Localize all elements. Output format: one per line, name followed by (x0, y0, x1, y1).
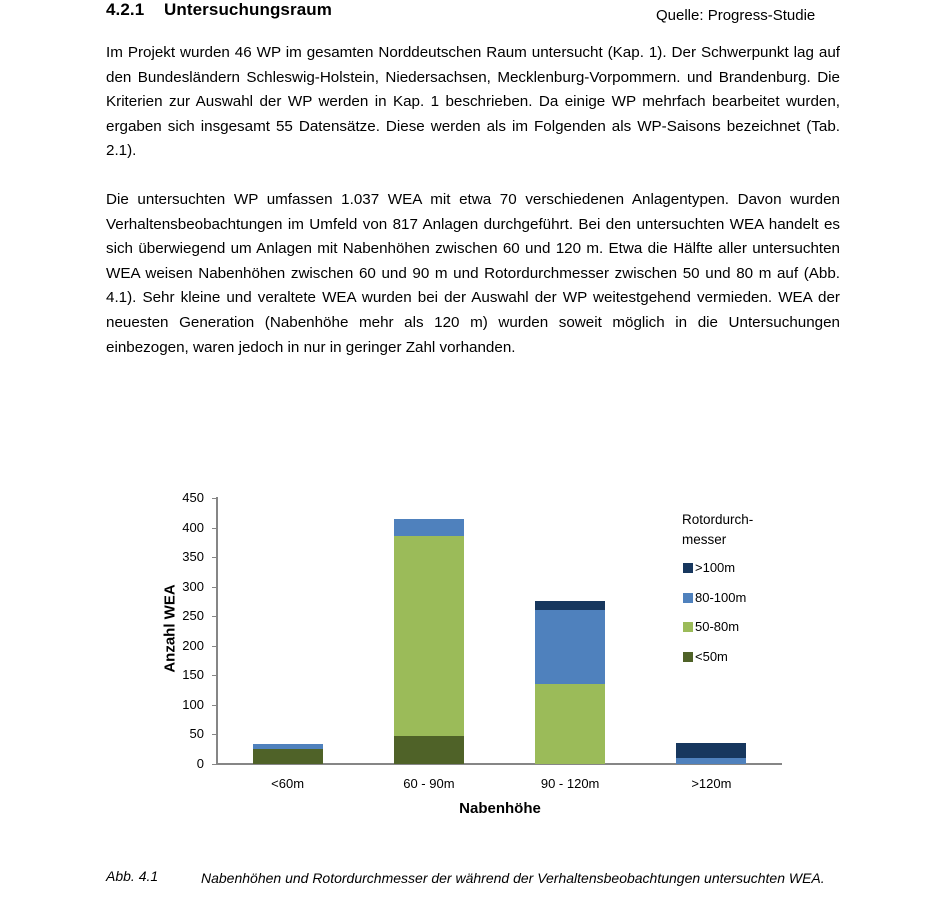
y-tick-mark (212, 734, 217, 735)
bar-segment (676, 758, 746, 764)
legend-label: 80-100m (695, 589, 747, 605)
y-tick-label: 100 (182, 696, 204, 712)
bar-segment (394, 736, 464, 764)
bar-segment (394, 519, 464, 537)
y-tick-label: 200 (182, 637, 204, 653)
y-tick-mark (212, 675, 217, 676)
legend-swatch-icon (683, 652, 693, 662)
figure-number: Abb. 4.1 (106, 868, 159, 884)
x-tick-label: 60 - 90m (403, 776, 455, 791)
section-title: Untersuchungsraum (164, 0, 332, 19)
bar-segment (394, 536, 464, 736)
x-axis-label: Nabenhöhe (459, 800, 541, 817)
y-tick-label: 300 (182, 578, 204, 594)
y-tick-label: 400 (182, 519, 204, 535)
paragraph-text: Die untersuchten WP umfassen 1.037 WEA mit etwa 70 verschiedenen Anlagentypen. Davon wurden Verhaltensbeobachtungen im Umfeld von 817 Anlagen durchgeführt. Bei den untersuchten WEA handelt es sich überwiegend um Anlagen mit Nabenhöhen zwischen 60 und 120 m. Etwa die Hälfte aller untersuchten WEA weisen Nabenhöhen zwischen 60 und 90 m und Rotordurchmesser zwischen 50 und 80 m auf (Abb. 4.1). Sehr kleine und veraltete WEA wurden bei der Auswahl der WP weitestgehend vermieden. WEA der neuesten Generation (Nabenhöhe mehr als 120 m) wurden soweit möglich in die Untersuchungen einbezogen, waren jedoch in nur in geringer Zahl vorhanden. (106, 191, 840, 356)
y-tick-mark (212, 557, 217, 558)
y-tick-mark (212, 498, 217, 499)
legend-item (683, 619, 739, 635)
y-tick-label: 350 (182, 549, 204, 565)
legend-label: >100m (695, 560, 736, 575)
paragraph-text: Im Projekt wurden 46 WP im gesamten Norddeutschen Raum untersucht (Kap. 1). Der Schwerpunkt lag auf den Bundesländern Schleswig-Holstein, Niedersachsen, Mecklenburg-Vorpommern. und Brandenburg. Die Kriterien zur Auswahl der WP werden in Kap. 1 beschrieben. Da einige WP mehrfach bearbeitet wurden, ergaben sich insgesamt 55 Datensätze. Diese werden als im Folgenden als WP-Saisons bezeichnet (Tab. 2.1). (106, 44, 840, 160)
legend-swatch-icon (683, 563, 693, 573)
legend-label: <50m (695, 648, 728, 664)
y-axis-label: Anzahl WEA (161, 584, 179, 673)
y-tick-label: 50 (189, 726, 204, 742)
legend-title-line: Rotordurch- (682, 512, 754, 527)
y-tick-label: 450 (182, 490, 204, 505)
paragraph-1 (106, 41, 840, 164)
section-number: 4.2.1 (106, 0, 145, 19)
y-tick-mark (212, 528, 217, 529)
y-tick-mark (212, 705, 217, 706)
y-tick-label: 250 (182, 608, 204, 624)
y-tick-mark (212, 646, 217, 647)
legend-title-line: messer (682, 532, 727, 547)
x-tick-label: 90 - 120m (540, 776, 600, 791)
source-label: Quelle: Progress-Studie (656, 7, 816, 24)
x-tick-label: <60m (271, 776, 305, 791)
bar-segment (253, 744, 323, 749)
legend-item (683, 590, 746, 606)
x-tick-label: >120m (691, 776, 732, 791)
bar-segment (535, 601, 605, 610)
y-tick-mark (212, 587, 217, 588)
bar-segment (535, 684, 605, 764)
legend-title (682, 510, 782, 550)
paragraph-2 (106, 188, 840, 360)
y-tick-label: 0 (196, 756, 204, 771)
y-tick-mark (212, 764, 217, 765)
legend-label: 50-80m (695, 619, 740, 634)
bar-segment (676, 743, 746, 758)
y-tick-mark (212, 616, 217, 617)
section-heading (106, 0, 332, 20)
y-tick-label: 150 (182, 667, 204, 683)
legend-item (683, 649, 728, 665)
legend-item (683, 560, 735, 576)
y-axis (216, 497, 218, 765)
figure-caption: Nabenhöhen und Rotordurchmesser der während der Verhaltensbeobachtungen untersuchten WEA. (201, 870, 825, 886)
legend-swatch-icon (683, 593, 693, 603)
bar-segment (535, 610, 605, 684)
bar-segment (253, 749, 323, 764)
legend-swatch-icon (683, 622, 693, 632)
